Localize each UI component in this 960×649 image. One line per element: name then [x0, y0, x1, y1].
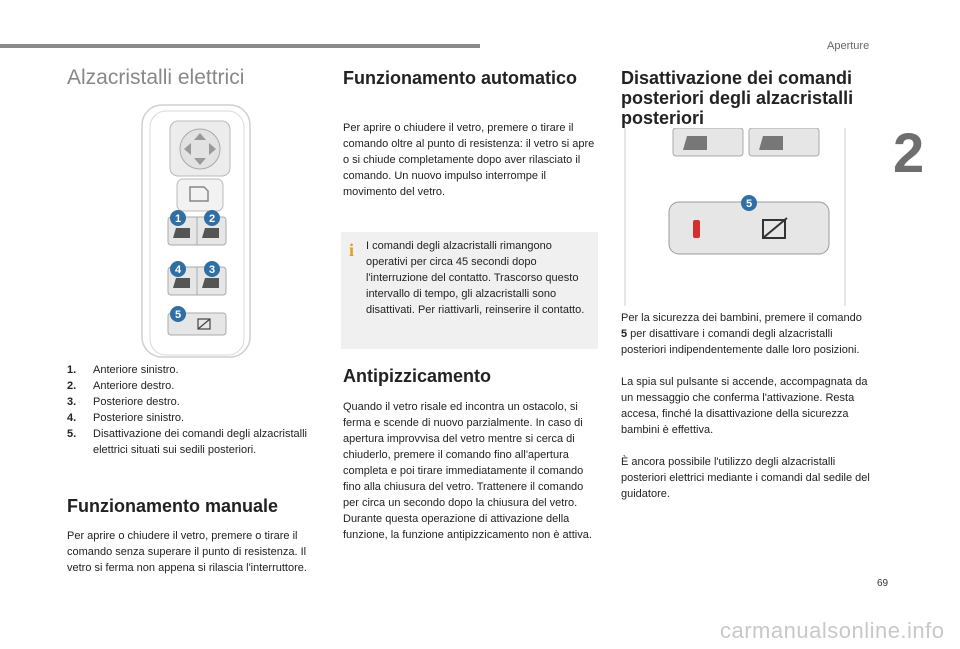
window-switch-figure: [140, 103, 252, 358]
antipinch-heading: Antipizzicamento: [343, 366, 492, 386]
deactivation-text: [621, 310, 871, 502]
auto-heading: Funzionamento automatico: [343, 68, 577, 88]
label-4: 4: [174, 264, 182, 276]
label-5: 5: [174, 309, 182, 321]
legend-item: 4. Posteriore sinistro.: [67, 412, 185, 424]
legend-item: 2. Anteriore destro.: [67, 380, 175, 392]
deactivation-heading: Disattivazione dei comandi posteriori degli alzacristalli posteriori: [621, 68, 854, 128]
para-3: È ancora possibile l'utilizzo degli alzacristalli posteriori elettrici mediante i comandi dal sedile del guidatore.: [621, 456, 870, 500]
deactivation-section: [621, 68, 871, 128]
legend: [67, 362, 327, 458]
antipinch-text: Quando il vetro risale ed incontra un ostacolo, si ferma e scende di nuovo parzialmente. In caso di apertura improvvisa del vetro mentre si cerca di chiuderlo, premere il comando fino all'apertura completa e poi tirare immediatamente il comando fino alla chiusura del vetro. Trattenere il comando per circa un secondo dopo la chiusura del vetro. Durante questa operazione di attivazione della funzione, la funzione antipizzicamento non è attiva.: [343, 401, 592, 541]
page-number: 69: [877, 578, 889, 589]
antipinch-section: [343, 366, 598, 543]
manual-heading: Funzionamento manuale: [67, 496, 279, 516]
para-1: Per la sicurezza dei bambini, premere il comando 5 per disattivare i comandi degli alzacristalli posteriori indipendentemente dalle loro posizioni.: [621, 312, 862, 356]
legend-item: 1. Anteriore sinistro.: [67, 364, 179, 376]
legend-item: 3. Posteriore destro.: [67, 396, 180, 408]
label-5: 5: [745, 198, 753, 210]
auto-section: [343, 68, 598, 200]
info-text: I comandi degli alzacristalli rimangono operativi per circa 45 secondi dopo l'interruzione del contatto. Trascorso questo intervallo di tempo, gli alzacristalli sono disattivati. Per riattivarli, reinserire il contatto.: [366, 240, 585, 316]
info-icon: i: [349, 240, 355, 260]
para-2: La spia sul pulsante si accende, accompagnata da un messaggio che conferma l'attivazione. Resta accesa, finché la disattivazione della sicurezza bambini è effettiva.: [621, 376, 868, 436]
rear-lock-figure: [617, 128, 849, 308]
label-2: 2: [208, 213, 216, 225]
auto-text: Per aprire o chiudere il vetro, premere o tirare il comando oltre al punto di resistenza: il vetro si apre o si chiude completamente dopo aver rilasciato il comando. Un nuovo impulso interrompe il movimento del vetro.: [343, 122, 595, 198]
left-column: [67, 66, 327, 90]
label-3: 3: [208, 264, 216, 276]
section-title: Aperture: [827, 40, 870, 52]
manual-section: [67, 496, 329, 576]
label-1: 1: [174, 213, 182, 225]
legend-item: 5. Disattivazione dei comandi degli alzacristalli elettrici situati sui sedili posteriori.: [67, 428, 307, 456]
manual-text: Per aprire o chiudere il vetro, premere o tirare il comando senza superare il punto di resistenza. Il vetro si ferma non appena si rilascia l'interruttore.: [67, 530, 307, 574]
watermark: carmanualsonline.info: [720, 618, 945, 643]
info-box: [341, 232, 598, 349]
header-bar: [0, 44, 480, 48]
chapter-number: 2: [893, 121, 925, 184]
page-title: Alzacristalli elettrici: [67, 66, 245, 89]
